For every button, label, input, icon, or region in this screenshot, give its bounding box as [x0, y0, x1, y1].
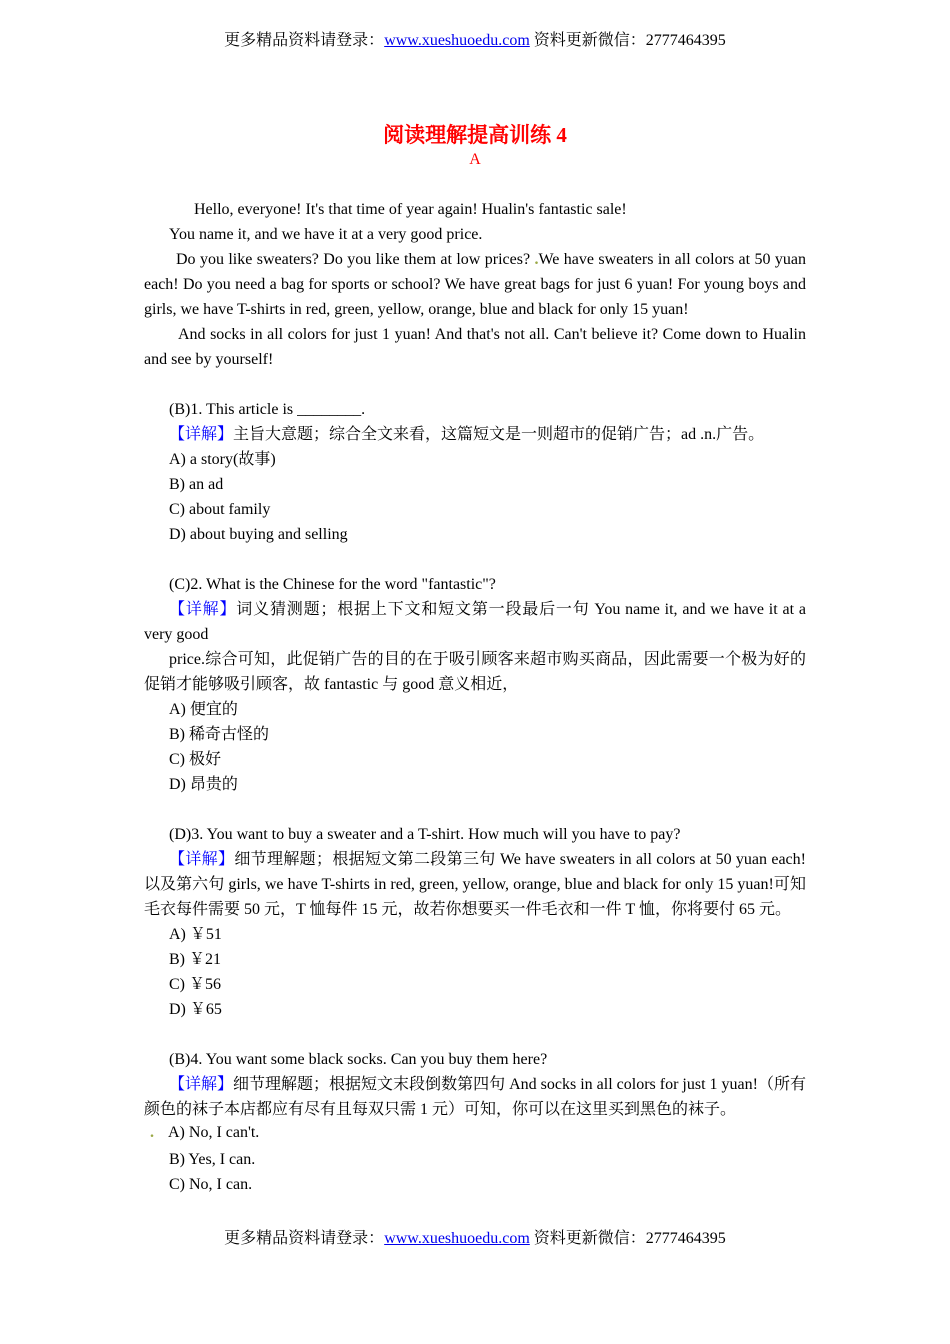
page-footer — [0, 1229, 950, 1249]
question-explanation — [144, 847, 806, 922]
page-title: 阅读理解提高训练 4 — [383, 123, 567, 147]
passage-paragraph-4: And socks in all colors for just 1 yuan! And that's not all. Can't believe it? Come down to Hualin and see by yourself! — [144, 326, 806, 368]
question-explanation — [144, 597, 806, 647]
option-c: C) 极好 — [169, 751, 222, 768]
explanation-text: 细节理解题；根据短文第二段第三句 We have sweaters in all colors at 50 yuan each!以及第六句 girls, we have T-shirts in red, green, yellow, orange, blue and black for only 15 yuan!可知毛衣每件需要 50 元，T 恤每件 15 元，故若你想要买一件毛衣和一件 T 恤，你将要付 65 元。 — [144, 851, 806, 918]
option-c: C) about family — [169, 501, 271, 518]
question-stem: (B)4. You want some black socks. Can you buy them here? — [169, 1051, 548, 1068]
option-c: C) ￥56 — [169, 976, 222, 993]
mark-dot: . — [534, 251, 539, 268]
explanation-text: 主旨大意题；综合全文来看，这篇短文是一则超市的促销广告；ad .n.广告。 — [233, 426, 765, 443]
option-b: B) Yes, I can. — [169, 1151, 256, 1168]
page-header — [0, 31, 950, 51]
option-a: A) 便宜的 — [169, 701, 238, 718]
question-stem: (B)1. This article is ________. — [169, 401, 366, 418]
option-d: D) about buying and selling — [169, 526, 348, 543]
question-explanation-continued: price.综合可知，此促销广告的目的在于吸引顾客来超市购买商品，因此需要一个极为好的促销才能够吸引顾客，故 fantastic 与 good 意义相近， — [144, 651, 806, 693]
footer-suffix: 资料更新微信：2777464395 — [529, 1230, 726, 1247]
section-label: A — [469, 151, 481, 168]
question-4 — [144, 1047, 806, 1197]
footer-link[interactable]: www.xueshuoedu.com — [384, 1230, 530, 1247]
explanation-tag: 【详解】 — [169, 426, 234, 443]
question-explanation — [144, 1072, 806, 1122]
option-b: B) an ad — [169, 476, 224, 493]
passage-paragraph-1: Hello, everyone! It's that time of year again! Hualin's fantastic sale! — [194, 201, 627, 218]
explanation-tag: 【详解】 — [169, 1076, 234, 1093]
option-b: B) 稀奇古怪的 — [169, 726, 270, 743]
explanation-tag: 【详解】 — [169, 851, 235, 868]
footer-prefix: 更多精品资料请登录： — [224, 1230, 385, 1247]
explanation-tag: 【详解】 — [169, 601, 237, 618]
option-a: A) a story(故事) — [169, 451, 276, 468]
question-2 — [144, 572, 806, 797]
explanation-text: 细节理解题；根据短文末段倒数第四句 And socks in all colors for just 1 yuan!（所有颜色的袜子本店都应有尽有且每双只需 1 元）可知，你可以在这里买到黑色的袜子。 — [144, 1076, 806, 1118]
option-b: B) ￥21 — [169, 951, 222, 968]
passage-paragraph-2: You name it, and we have it at a very good price. — [169, 226, 483, 243]
question-explanation — [144, 422, 806, 447]
option-a: A) ￥51 — [169, 926, 222, 943]
header-suffix: 资料更新微信：2777464395 — [529, 32, 726, 49]
option-a: A) No, I can't. — [168, 1124, 260, 1141]
header-prefix: 更多精品资料请登录： — [224, 32, 385, 49]
mark-dot: . — [150, 1124, 154, 1141]
passage-paragraph-3b: We have sweaters in all colors at 50 yuan each! Do you need a bag for sports or school? We have great bags for just 6 yuan! For young boys and girls, we have T-shirts in red, green, yellow, orange, blue and black for only 15 yuan! — [144, 251, 806, 318]
explanation-text: 词义猜测题；根据上下文和短文第一段最后一句 You name it, and we have it at a very good — [144, 601, 806, 643]
passage-paragraph-3 — [144, 247, 806, 322]
option-d: D) ￥65 — [169, 1001, 222, 1018]
question-stem: (D)3. You want to buy a sweater and a T-shirt. How much will you have to pay? — [169, 826, 681, 843]
option-d: D) 昂贵的 — [169, 776, 238, 793]
question-1 — [144, 397, 806, 547]
question-3 — [144, 822, 806, 1022]
option-c: C) No, I can. — [169, 1176, 253, 1193]
question-stem: (C)2. What is the Chinese for the word "fantastic"? — [169, 576, 496, 593]
header-link[interactable]: www.xueshuoedu.com — [384, 32, 530, 49]
option-a-row — [144, 1122, 806, 1144]
passage-paragraph-3a: Do you like sweaters? Do you like them at low prices? — [176, 251, 535, 268]
document-body — [144, 197, 806, 1197]
